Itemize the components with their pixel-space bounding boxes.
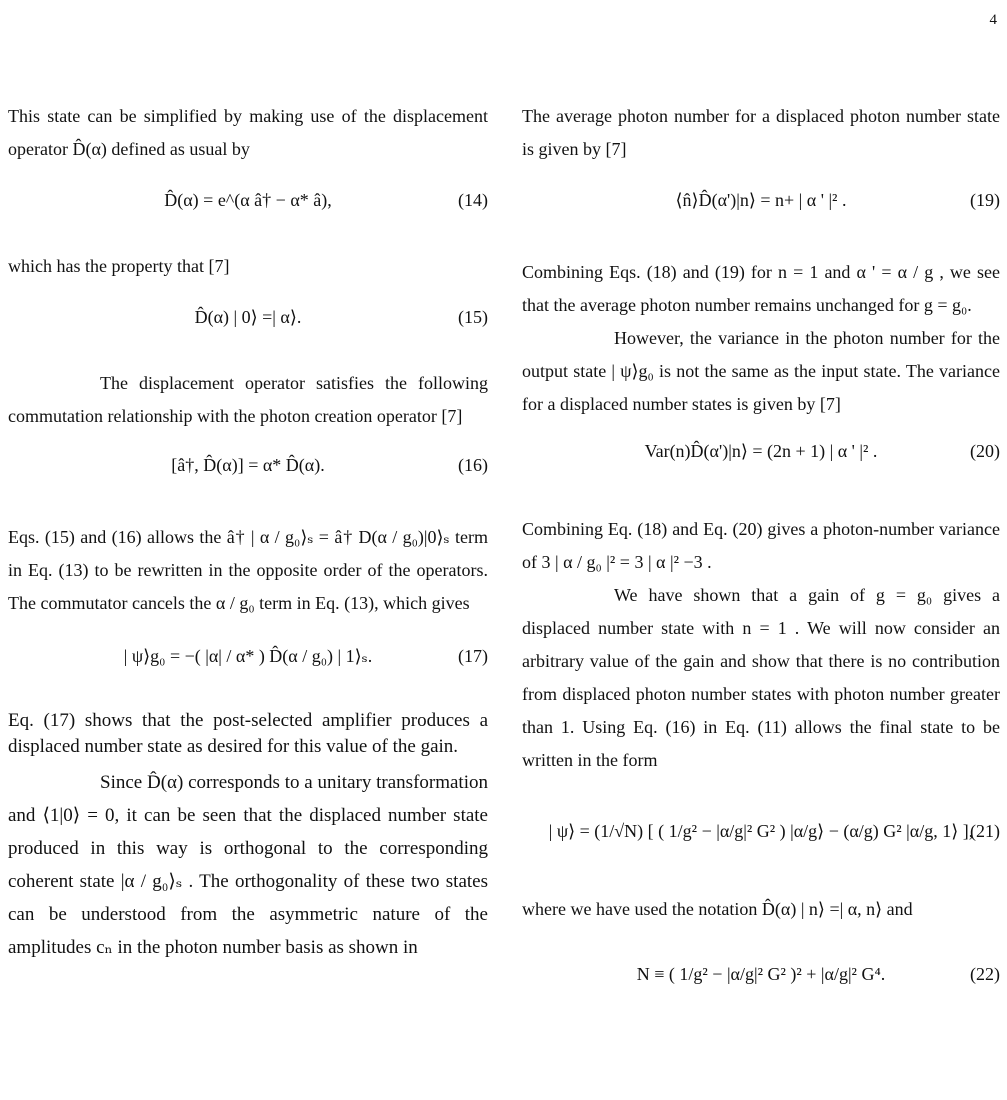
paragraph-variance-result: Combining Eq. (18) and Eq. (20) gives a photon-number variance of 3 | α / g₀ |² = 3 | α |² −3 . <box>522 519 1000 572</box>
equation-21-expression: | ψ⟩ = (1/√N) [ ( 1/g² − |α/g|² G² ) |α/g⟩ − (α/g) G² |α/g, 1⟩ ], <box>548 821 974 841</box>
right-column <box>522 100 1000 1014</box>
paragraph-orthogonality: Since D̂(α) corresponds to a unitary transformation and ⟨1|0⟩ = 0, it can be seen that the displaced number state produced in this way is orthogonal to the corresponding coherent state |α / g₀⟩ₛ . The orthogonality of these two states can be understood from the asymmetric nature of the amplitudes cₙ in the photon number basis as shown in <box>8 772 488 958</box>
equation-22-expression: N ≡ ( 1/g² − |α/g|² G² )² + |α/g|² G⁴. <box>636 964 886 984</box>
paragraph-commutation: The displacement operator satisfies the following commutation relationship with the photon creation operator [7] <box>8 373 488 426</box>
equation-17-number: (17) <box>458 646 488 666</box>
paragraph-average: The average photon number for a displaced photon number state is given by [7] <box>522 106 1000 159</box>
left-column <box>8 100 488 964</box>
equation-20-expression: Var(n)D̂(α')|n⟩ = (2n + 1) | α ' |² . <box>644 441 878 461</box>
equation-15 <box>8 291 488 349</box>
paragraph-intro: This state can be simplified by making use of the displacement operator D̂(α) defined as usual by <box>8 106 488 159</box>
equation-15-number: (15) <box>458 307 488 327</box>
equation-14-expression: D̂(α) = e^(α â† − α* â), <box>164 190 332 210</box>
paragraph-combining: Combining Eqs. (18) and (19) for n = 1 and α ' = α / g , we see that the average photon number remains unchanged for g = g₀. <box>522 262 1000 315</box>
paragraph-result: Eq. (17) shows that the post-selected amplifier produces a displaced number state as desired for this value of the gain. <box>8 710 488 757</box>
equation-22 <box>522 948 1000 1014</box>
equation-19-number: (19) <box>970 190 1000 210</box>
equation-14-number: (14) <box>458 190 488 210</box>
equation-19-expression: ⟨n̂⟩D̂(α')|n⟩ = n+ | α ' |² . <box>675 190 847 210</box>
paragraph-arbitrary-gain: We have shown that a gain of g = g₀ gives a displaced number state with n = 1 . We will now consider an arbitrary value of the gain and show that there is no contribution from displaced photon number states with photon number greater than 1. Using Eq. (16) in Eq. (11) allows the final state to be written in the form <box>522 585 1000 770</box>
equation-21-number: (21) <box>970 821 1000 841</box>
paragraph-notation: where we have used the notation D̂(α) | n⟩ =| α, n⟩ and <box>522 899 913 919</box>
page-number: 4 <box>989 12 997 28</box>
equation-16 <box>8 439 488 497</box>
equation-16-number: (16) <box>458 455 488 475</box>
paragraph-variance: However, the variance in the photon number for the output state | ψ⟩g₀ is not the same as the input state. The variance for a displaced number states is given by [7] <box>522 328 1000 414</box>
equation-21 <box>522 805 1000 871</box>
equation-16-expression: [â†, D̂(α)] = α* D̂(α). <box>171 455 325 475</box>
paragraph-property: which has the property that [7] <box>8 256 230 276</box>
equation-19 <box>522 174 1000 232</box>
equation-22-number: (22) <box>970 964 1000 984</box>
paragraph-rewrite: Eqs. (15) and (16) allows the â† | α / g₀⟩ₛ = â† D(α / g₀)|0⟩ₛ term in Eq. (13) to be rewritten in the opposite order of the operators. The commutator cancels the α / g₀ term in Eq. (13), which gives <box>8 527 488 613</box>
equation-15-expression: D̂(α) | 0⟩ =| α⟩. <box>194 307 302 327</box>
equation-20-number: (20) <box>970 441 1000 461</box>
equation-17-expression: | ψ⟩g₀ = −( |α| / α* ) D̂(α / g₀) | 1⟩ₛ. <box>123 646 373 666</box>
equation-17 <box>8 630 488 694</box>
equation-14 <box>8 174 488 232</box>
equation-20 <box>522 425 1000 483</box>
